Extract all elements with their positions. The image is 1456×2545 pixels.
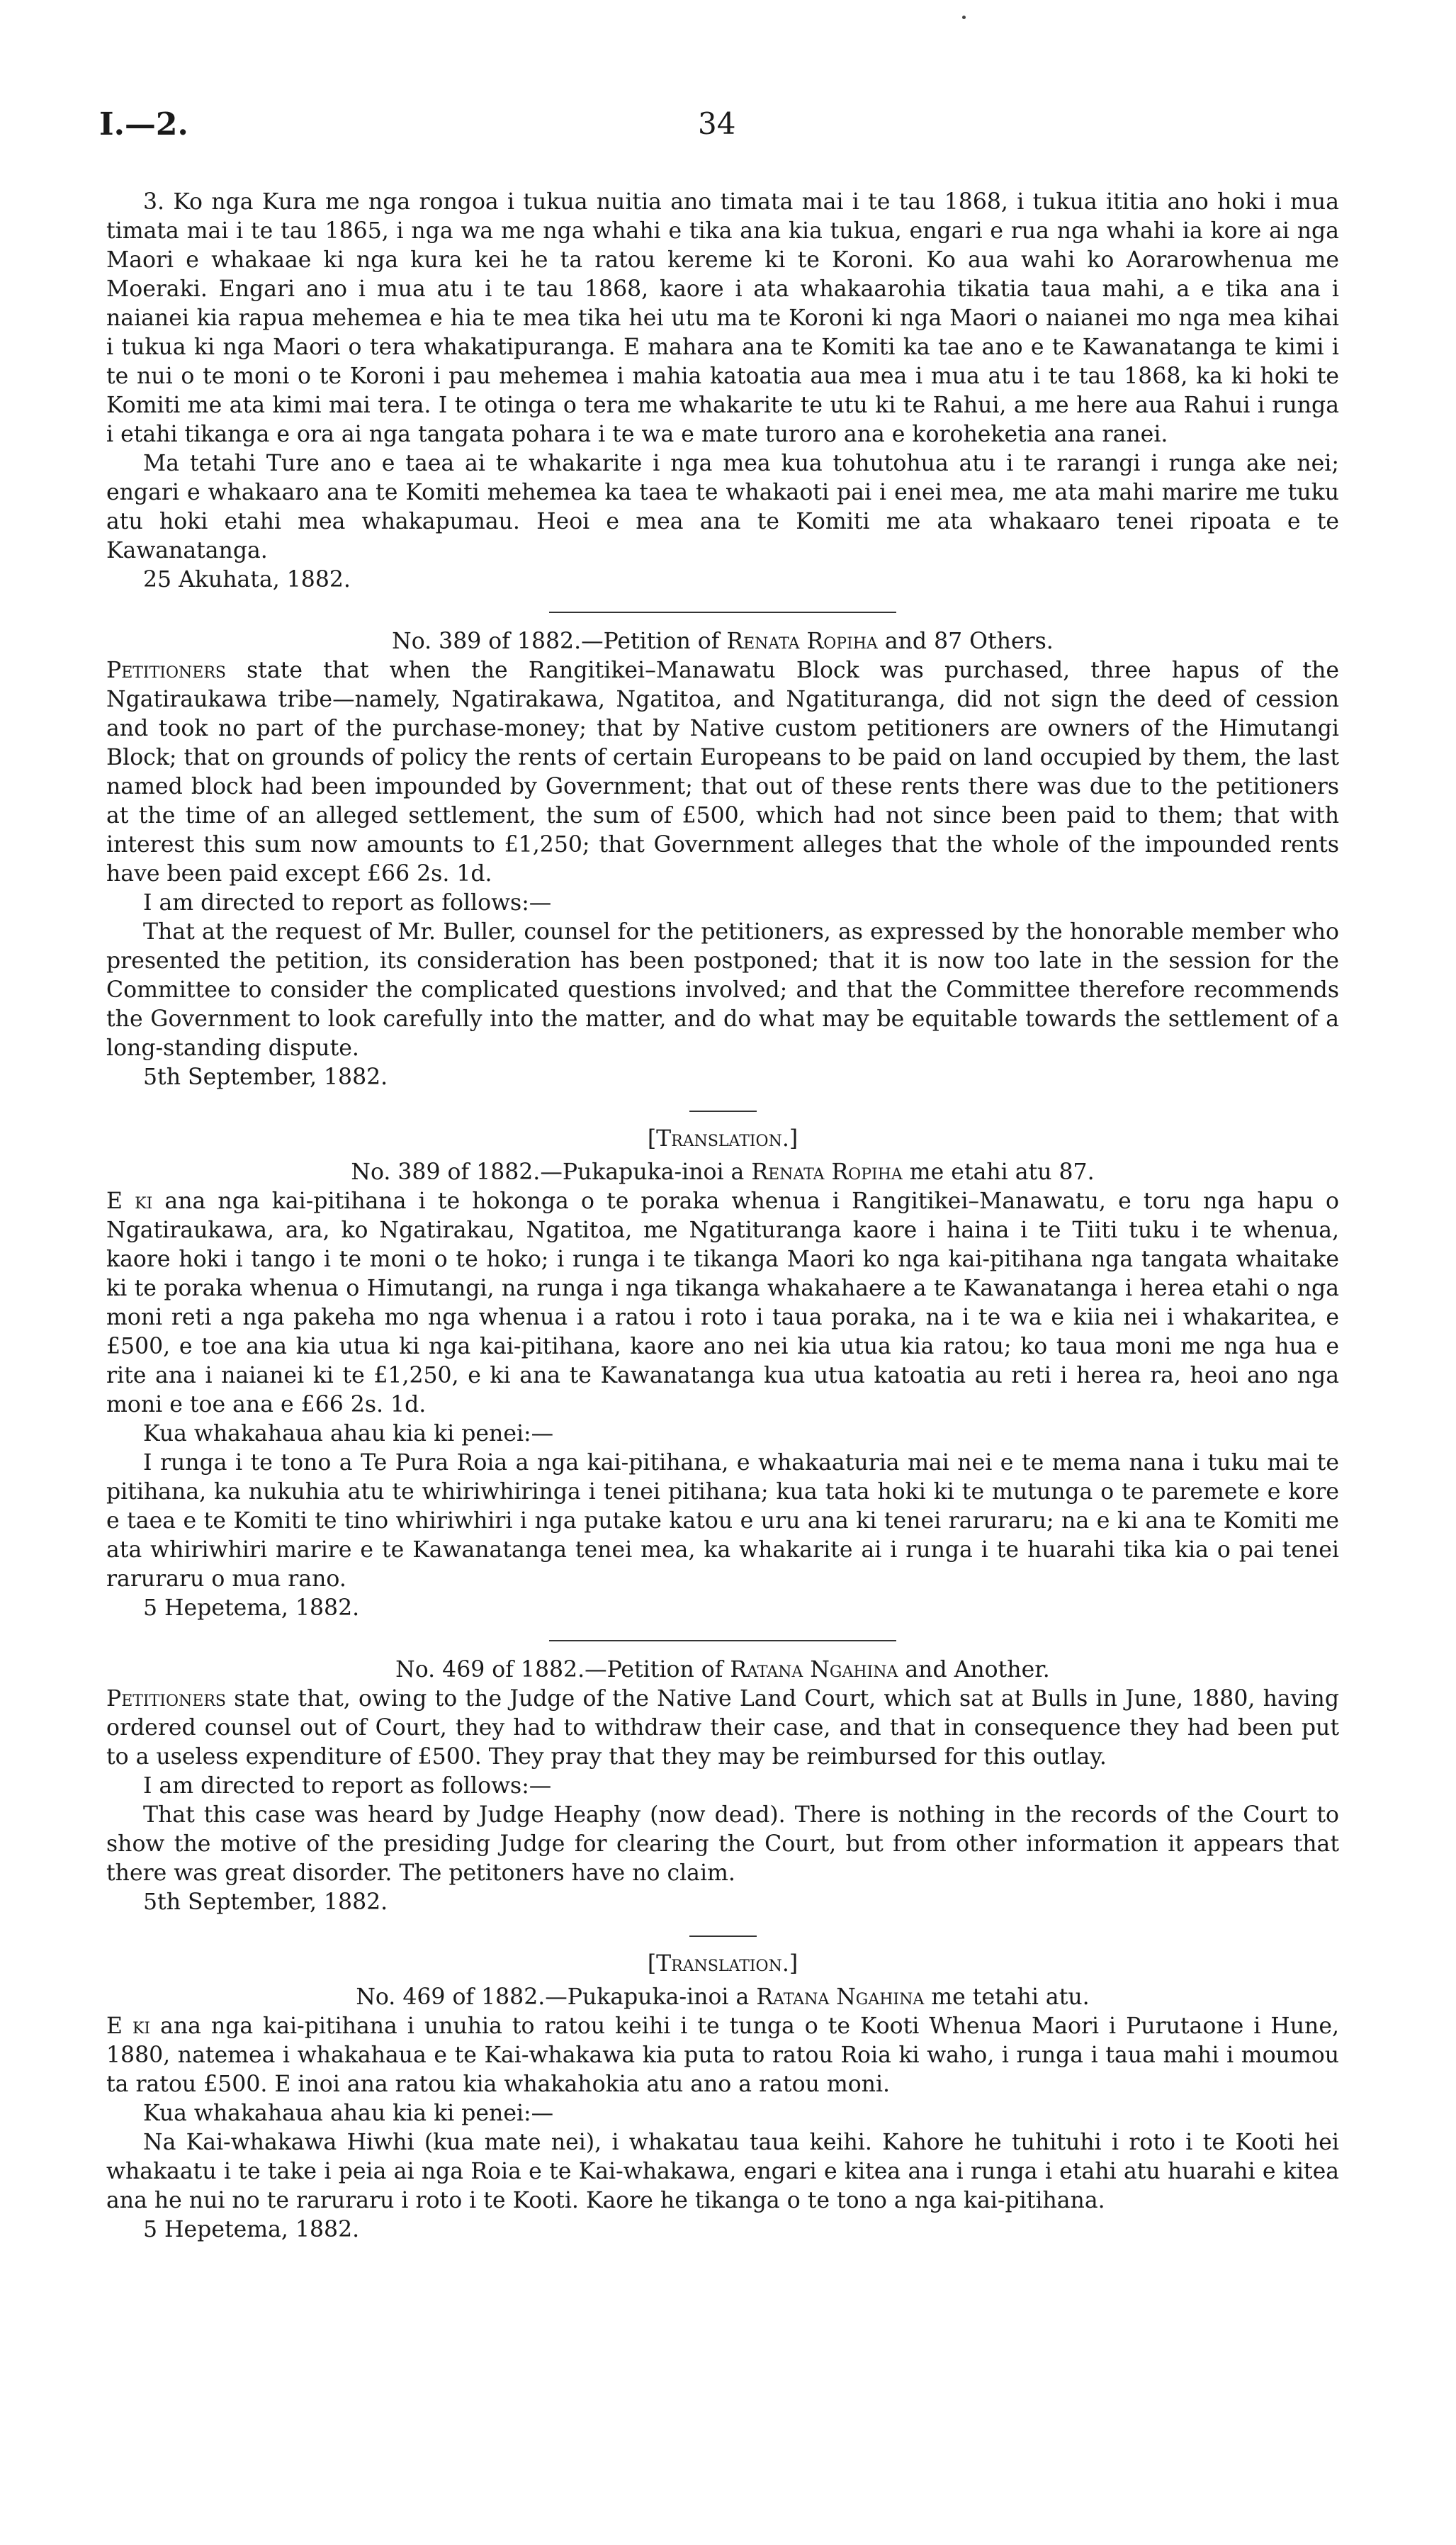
petition-469 [106, 1656, 1339, 1917]
report-date: 5th September, 1882. [143, 1889, 388, 1915]
maori-report-continuation [106, 188, 1339, 595]
page-header [99, 106, 1346, 149]
directed-line: Kua whakahaua ahau kia ki penei:— [143, 2101, 554, 2126]
report-text: That at the request of Mr. Buller, counsel for the petitioners, as expressed by the honorable member who presented the petition, its consideration has been postponed; that it is now too late in the session for the Committee to consider the complicated questions involved; and that the Committee therefore recommends the Government to look carefully into the matter, and do what may be equitable towards the settlement of a long-standing dispute. [106, 919, 1339, 1061]
directed-line: Kua whakahaua ahau kia ki penei:— [143, 1421, 554, 1446]
report-date: 5 Hepetema, 1882. [143, 2217, 360, 2242]
petition-389 [106, 627, 1339, 1092]
body-text: state that, owing to the Judge of the Native Land Court, which sat at Bulls in June, 1880, having ordered counsel out of Court, they had to withdraw their case, and that in consequence they had been put to a useless expenditure of £500. They pray that they may be reimbursed for this outlay. [106, 1686, 1339, 1770]
section-divider [549, 1640, 896, 1641]
petition-body [106, 1685, 1339, 1772]
directed-line: I am directed to report as follows:— [143, 1773, 552, 1799]
title-prefix: No. 389 of 1882.—Pukapuka-inoi a [351, 1159, 745, 1185]
petition-title [106, 1983, 1339, 2012]
petition-body [106, 656, 1339, 889]
body-text: ana nga kai-pitihana i te hokonga o te poraka whenua i Rangitikei–Manawatu, e toru nga hapu o Ngatiraukawa, ara, ko Ngatirakau, Ngatitoa, me Ngatituranga kaore i haina i te Tiiti tuku i te whenua, kaore hoki i tango i te moni o te hoko; i runga i te tikanga Maori ko nga kai-pitihana nga tangata whaitake ki te poraka whenua o Himutangi, na runga i nga tikanga whakahaere a te Kawanatanga i herea etahi o nga moni reti a nga pakeha mo nga whenua i a ratou i roto i taua poraka, na i te wa e kiia nei i whakaritea, e £500, e toe ana kia utua ki nga kai-pitihana, kaore ano nei kia utua kia ratou; ko taua moni me nga hua e rite ana i naianei ki te £1,250, e ki ana te Kawanatanga kua utua katoatia au reti i herea ra, heoi ano nga moni e toe ana e £66 2s. 1d. [106, 1189, 1339, 1417]
title-suffix: me etahi atu 87. [909, 1159, 1095, 1185]
lead-word: Petitioners [106, 658, 226, 683]
lead-word: E ki [106, 2013, 151, 2039]
translation-389 [106, 1125, 1339, 1623]
short-divider [689, 1936, 757, 1937]
petition-title [106, 627, 1339, 656]
short-divider [689, 1111, 757, 1112]
petition-body [106, 2012, 1339, 2099]
section-divider [549, 612, 896, 613]
petitioner-name: Renata Ropiha [751, 1159, 903, 1185]
page-number: 34 [698, 106, 736, 141]
title-prefix: No. 389 of 1882.—Petition of [392, 629, 720, 654]
title-suffix: and 87 Others. [884, 629, 1054, 654]
paragraph: 3. Ko nga Kura me nga rongoa i tukua nuitia ano timata mai i te tau 1868, i tukua ititia ano hoki i mua timata mai i te tau 1865, i nga wa me nga whahi e tika ana kia tukua, engari e rua nga whahi ia kore ai nga Maori e whakaae ki nga kura kei he ta ratou kereme ki te Koroni. Ko aua wahi ko Aorarowhenua me Moeraki. Engari ano i mua atu i te tau 1868, kaore i ata whakaarohia tikatia taua mahi, a e tika ana i naianei kia rapua mehemea e hia te mea tika hei utu ma te Koroni ki nga Maori o naianei mo nga mea kihai i tukua ki nga Maori o tera whakatipuranga. E mahara ana te Komiti ka tae ano e te Kawanatanga te kimi i te nui o te moni o te Koroni i pau mehemea i mahia katoatia aua mea i mua atu i te tau 1868, ka ki hoki te Komiti me ata kimi mai tera. I te otinga o tera me whakarite te utu ki te Rahui, a me here aua Rahui i runga i etahi tikanga e ora ai nga tangata pohara i te wa e mate turoro ana e koroheketia ana ranei. [106, 189, 1339, 447]
report-text: I runga i te tono a Te Pura Roia a nga kai-pitihana, e whakaaturia mai nei e te mema nana i tuku mai te pitihana, ka nukuhia atu te whiriwhiringa i tenei pitihana; kua tata hoki ki te mutunga o te paremete e kore e taea e te Komiti te tino whiriwhiri i nga putake katou e uru ana ki tenei raruraru; na e ki ana te Komiti me ata whiriwhiri marire e te Kawanatanga tenei mea, ka whakarite ai i runga i te huarahi tika kia o pai tenei raruraru o mua rano. [106, 1450, 1339, 1592]
title-prefix: No. 469 of 1882.—Petition of [395, 1657, 723, 1682]
page-content [106, 188, 1339, 2245]
lead-word: Petitioners [106, 1686, 226, 1712]
petitioner-name: Ratana Ngahina [756, 1984, 925, 2010]
lead-word: E ki [106, 1189, 153, 1214]
report-date: 25 Akuhata, 1882. [143, 567, 351, 592]
title-prefix: No. 469 of 1882.—Pukapuka-inoi a [356, 1984, 750, 2010]
title-suffix: me tetahi atu. [931, 1984, 1090, 2010]
body-text: state that when the Rangitikei–Manawatu Block was purchased, three hapus of the Ngatiraukawa tribe—namely, Ngatirakawa, Ngatitoa, and Ngatituranga, did not sign the deed of cession and took no part of the purchase-money; that by Native custom petitioners are owners of the Himutangi Block; that on grounds of policy the rents of certain Europeans to be paid on land occupied by them, the last named block had been impounded by Government; that out of these rents there was due to the petitioners at the time of an alleged settlement, the sum of £500, which had not since been paid to them; that with interest this sum now amounts to £1,250; that Government alleges that the whole of the impounded rents have been paid except £66 2s. 1d. [106, 658, 1340, 887]
paper-id: I.—2. [99, 106, 188, 142]
body-text: ana nga kai-pitihana i unuhia to ratou keihi i te tunga o te Kooti Whenua Maori i Purutaone i Hune, 1880, natemea i whakahaua e te Kai-whakawa kia puta to ratou Roia ki waho, i runga i taua mahi i moumou ta ratou £500. E inoi ana ratou kia whakahokia atu ano a ratou moni. [106, 2013, 1339, 2097]
directed-line: I am directed to report as follows:— [143, 890, 552, 916]
petition-title [106, 1656, 1339, 1685]
report-date: 5 Hepetema, 1882. [143, 1595, 360, 1621]
translation-label: [Translation.] [647, 1126, 798, 1152]
petition-title [106, 1158, 1339, 1187]
title-suffix: and Another. [905, 1657, 1050, 1682]
paragraph: Ma tetahi Ture ano e taea ai te whakarite i nga mea kua tohutohua atu i te rarangi i runga ake nei; engari e whakaaro ana te Komiti mehemea ka taea te whakaoti pai i enei mea, me ata mahi marire me tuku atu hoki etahi mea whakapumau. Heoi e mea ana te Komiti me ata whakaaro tenei ripoata e te Kawanatanga. [106, 451, 1339, 563]
petitioner-name: Ratana Ngahina [730, 1657, 898, 1682]
petitioner-name: Renata Ropiha [726, 629, 878, 654]
translation-label: [Translation.] [647, 1951, 798, 1977]
print-speck [962, 16, 966, 19]
report-date: 5th September, 1882. [143, 1064, 388, 1090]
petition-body [106, 1187, 1339, 1420]
translation-469 [106, 1950, 1339, 2245]
report-text: That this case was heard by Judge Heaphy (now dead). There is nothing in the records of the Court to show the motive of the presiding Judge for clearing the Court, but from other information it appears that there was great disorder. The petitoners have no claim. [106, 1802, 1339, 1886]
report-text: Na Kai-whakawa Hiwhi (kua mate nei), i whakatau taua keihi. Kahore he tuhituhi i roto i te Kooti hei whakaatu i te take i peia ai nga Roia e te Kai-whakawa, engari e kitea ana i runga i etahi atu huarahi e kitea ana he nui no te raruraru i roto i te Kooti. Kaore he tikanga o te tono a nga kai-pitihana. [106, 2130, 1339, 2213]
